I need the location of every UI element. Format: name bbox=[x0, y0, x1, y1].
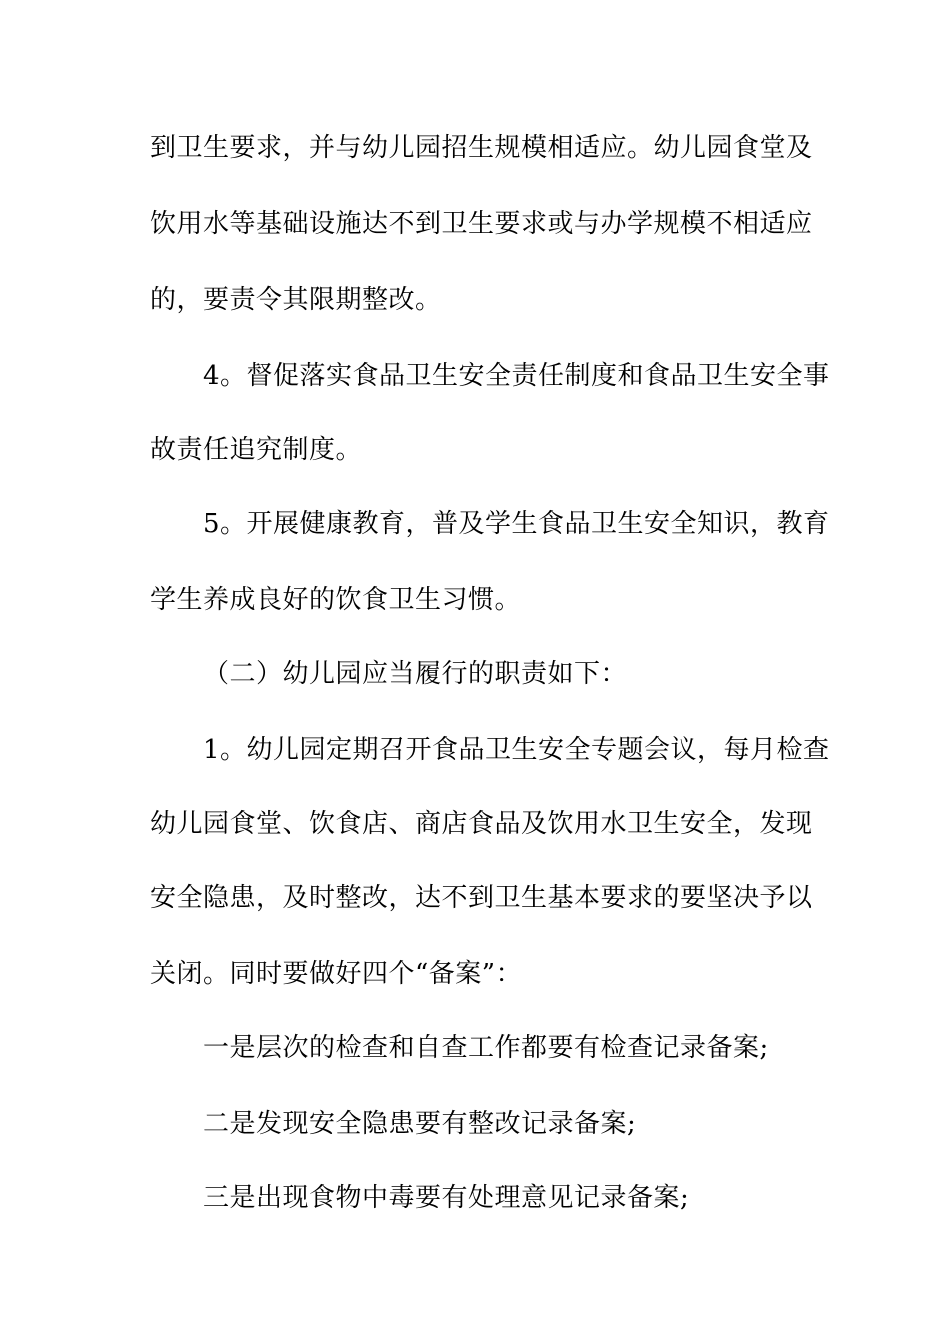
text-line: 学生养成良好的饮食卫生习惯。 bbox=[150, 585, 522, 615]
text-line: 1。幼儿园定期召开食品卫生安全专题会议，每月检查 bbox=[203, 735, 830, 765]
list-item: 一是层次的检查和自查工作都要有检查记录备案; bbox=[203, 1033, 769, 1063]
text-line: 4。督促落实食品卫生安全责任制度和食品卫生安全事 bbox=[203, 361, 830, 391]
list-item: 二是发现安全隐患要有整改记录备案; bbox=[203, 1109, 637, 1139]
text-line: 的，要责令其限期整改。 bbox=[150, 285, 442, 315]
text-line: 到卫生要求，并与幼儿园招生规模相适应。幼儿园食堂及 bbox=[150, 133, 813, 163]
section-heading: （二）幼儿园应当履行的职责如下： bbox=[203, 659, 628, 689]
text-line: 5。开展健康教育，普及学生食品卫生安全知识，教育 bbox=[203, 509, 830, 539]
text-line: 故责任追究制度。 bbox=[150, 435, 363, 465]
text-line: 安全隐患，及时整改，达不到卫生基本要求的要坚决予以 bbox=[150, 883, 813, 913]
text-line: 饮用水等基础设施达不到卫生要求或与办学规模不相适应 bbox=[150, 209, 813, 239]
text-line: 幼儿园食堂、饮食店、商店食品及饮用水卫生安全，发现 bbox=[150, 809, 813, 839]
list-item: 三是出现食物中毒要有处理意见记录备案; bbox=[203, 1183, 690, 1213]
text-line: 关闭。同时要做好四个“备案”： bbox=[150, 959, 523, 989]
